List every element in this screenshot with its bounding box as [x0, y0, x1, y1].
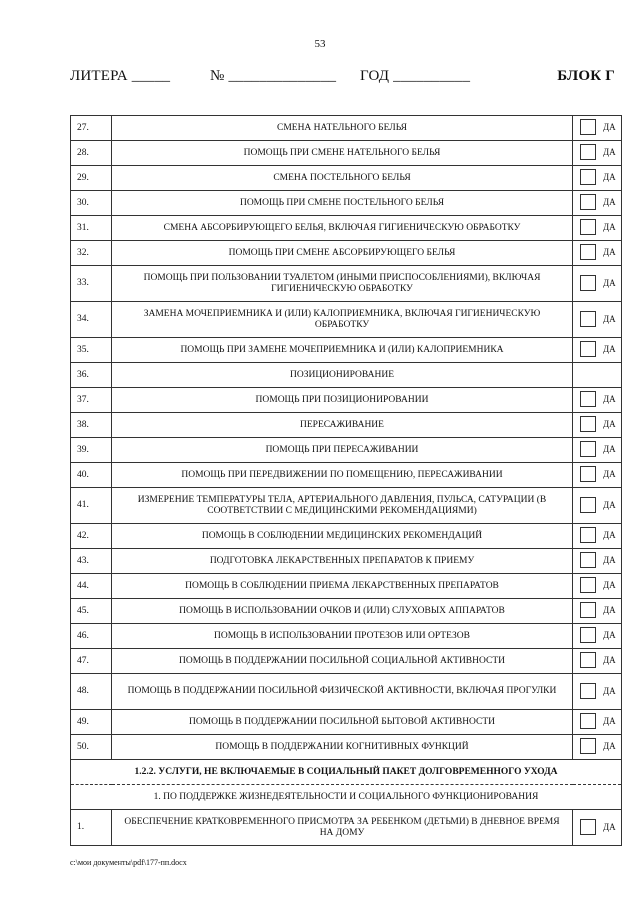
service-name: ПОМОЩЬ В СОБЛЮДЕНИИ ПРИЕМА ЛЕКАРСТВЕННЫХ ПРЕПАРАТОВ: [112, 574, 573, 599]
table-row: [71, 524, 622, 549]
checkbox-cell: [573, 674, 622, 710]
service-name: ПОМОЩЬ В ИСПОЛЬЗОВАНИИ ОЧКОВ И (ИЛИ) СЛУХОВЫХ АППАРАТОВ: [112, 599, 573, 624]
block-label: БЛОК Г: [557, 68, 615, 84]
table-row: [71, 166, 622, 191]
table-row: [71, 363, 622, 388]
row-number: 44.: [71, 574, 112, 599]
row-number: 30.: [71, 191, 112, 216]
yes-label: ДА: [603, 147, 616, 157]
service-name: ИЗМЕРЕНИЕ ТЕМПЕРАТУРЫ ТЕЛА, АРТЕРИАЛЬНОГО ДАВЛЕНИЯ, ПУЛЬСА, САТУРАЦИИ (В СООТВЕТСТВИИ С МЕДИЦИНСКИМИ РЕКОМЕНДАЦИЯМИ): [112, 488, 573, 524]
checkbox-cell: [573, 488, 622, 524]
yes-checkbox[interactable]: [580, 244, 596, 260]
yes-label: ДА: [603, 122, 616, 132]
services-table: [70, 115, 622, 846]
table-row: [71, 574, 622, 599]
subsection-title: 1. ПО ПОДДЕРЖКЕ ЖИЗНЕДЕЯТЕЛЬНОСТИ И СОЦИАЛЬНОГО ФУНКЦИОНИРОВАНИЯ: [71, 785, 622, 810]
service-name: ПОМОЩЬ В ИСПОЛЬЗОВАНИИ ПРОТЕЗОВ ИЛИ ОРТЕЗОВ: [112, 624, 573, 649]
checkbox-cell: [573, 810, 622, 846]
service-name: ПОМОЩЬ ПРИ ПЕРЕСАЖИВАНИИ: [112, 438, 573, 463]
row-number: 49.: [71, 710, 112, 735]
table-row: [71, 649, 622, 674]
section-header-row: [71, 760, 622, 785]
row-number: 36.: [71, 363, 112, 388]
row-number: 40.: [71, 463, 112, 488]
table-row: [71, 599, 622, 624]
table-row: [71, 388, 622, 413]
service-name: ПОМОЩЬ ПРИ СМЕНЕ НАТЕЛЬНОГО БЕЛЬЯ: [112, 141, 573, 166]
service-name: ПОДГОТОВКА ЛЕКАРСТВЕННЫХ ПРЕПАРАТОВ К ПРИЕМУ: [112, 549, 573, 574]
yes-checkbox[interactable]: [580, 577, 596, 593]
yes-checkbox[interactable]: [580, 552, 596, 568]
yes-label: ДА: [603, 247, 616, 257]
yes-label: ДА: [603, 499, 616, 510]
yes-checkbox[interactable]: [580, 819, 596, 835]
row-number: 43.: [71, 549, 112, 574]
yes-label: ДА: [603, 197, 616, 207]
checkbox-cell: [573, 574, 622, 599]
yes-checkbox[interactable]: [580, 194, 596, 210]
checkbox-cell: [573, 524, 622, 549]
table-row: [71, 488, 622, 524]
table-row: [71, 241, 622, 266]
yes-checkbox[interactable]: [580, 311, 596, 327]
row-number: 31.: [71, 216, 112, 241]
service-name: ПОМОЩЬ ПРИ ПОЛЬЗОВАНИИ ТУАЛЕТОМ (ИНЫМИ ПРИСПОСОБЛЕНИЯМИ), ВКЛЮЧАЯ ГИГИЕНИЧЕСКУЮ ОБРАБОТКУ: [112, 266, 573, 302]
row-number: 32.: [71, 241, 112, 266]
year-field: ГОД __________: [360, 68, 471, 84]
table-row: [71, 810, 622, 846]
checkbox-cell: [573, 735, 622, 760]
yes-label: ДА: [603, 630, 616, 640]
service-name: ПОМОЩЬ В СОБЛЮДЕНИИ МЕДИЦИНСКИХ РЕКОМЕНДАЦИЙ: [112, 524, 573, 549]
checkbox-cell: [573, 413, 622, 438]
row-number: 45.: [71, 599, 112, 624]
row-number: 47.: [71, 649, 112, 674]
yes-label: ДА: [603, 530, 616, 540]
yes-label: ДА: [603, 344, 616, 354]
row-number: 39.: [71, 438, 112, 463]
yes-checkbox[interactable]: [580, 391, 596, 407]
yes-checkbox[interactable]: [580, 169, 596, 185]
service-name: ПОМОЩЬ В ПОДДЕРЖАНИИ ПОСИЛЬНОЙ БЫТОВОЙ АКТИВНОСТИ: [112, 710, 573, 735]
yes-label: ДА: [603, 685, 616, 696]
row-number: 48.: [71, 674, 112, 710]
service-name: ПОЗИЦИОНИРОВАНИЕ: [112, 363, 573, 388]
page-number: 53: [314, 38, 326, 50]
checkbox-cell: [573, 624, 622, 649]
table-row: [71, 549, 622, 574]
table-row: [71, 116, 622, 141]
service-name: ПОМОЩЬ В ПОДДЕРЖАНИИ КОГНИТИВНЫХ ФУНКЦИЙ: [112, 735, 573, 760]
service-name: СМЕНА АБСОРБИРУЮЩЕГО БЕЛЬЯ, ВКЛЮЧАЯ ГИГИЕНИЧЕСКУЮ ОБРАБОТКУ: [112, 216, 573, 241]
yes-label: ДА: [603, 605, 616, 615]
checkbox-cell: [573, 141, 622, 166]
yes-label: ДА: [603, 419, 616, 429]
form-header: [70, 68, 615, 88]
checkbox-cell: [573, 463, 622, 488]
number-field: № ______________: [210, 68, 337, 84]
table-row: [71, 141, 622, 166]
yes-label: ДА: [603, 716, 616, 726]
row-number: 28.: [71, 141, 112, 166]
table-row: [71, 735, 622, 760]
row-number: 34.: [71, 302, 112, 338]
checkbox-cell: [573, 710, 622, 735]
checkbox-cell: [573, 438, 622, 463]
subsection-header-row: [71, 785, 622, 810]
checkbox-cell: [573, 649, 622, 674]
table-row: [71, 413, 622, 438]
checkbox-cell: [573, 166, 622, 191]
service-name: ОБЕСПЕЧЕНИЕ КРАТКОВРЕМЕННОГО ПРИСМОТРА ЗА РЕБЕНКОМ (ДЕТЬМИ) В ДНЕВНОЕ ВРЕМЯ НА ДОМУ: [112, 810, 573, 846]
yes-checkbox[interactable]: [580, 527, 596, 543]
yes-checkbox[interactable]: [580, 119, 596, 135]
row-number: 41.: [71, 488, 112, 524]
section-title: 1.2.2. УСЛУГИ, НЕ ВКЛЮЧАЕМЫЕ В СОЦИАЛЬНЫЙ ПАКЕТ ДОЛГОВРЕМЕННОГО УХОДА: [71, 760, 622, 785]
yes-label: ДА: [603, 394, 616, 404]
table-row: [71, 674, 622, 710]
yes-label: ДА: [603, 741, 616, 751]
service-name: ПЕРЕСАЖИВАНИЕ: [112, 413, 573, 438]
checkbox-cell: [573, 116, 622, 141]
yes-checkbox[interactable]: [580, 219, 596, 235]
yes-label: ДА: [603, 555, 616, 565]
row-number: 38.: [71, 413, 112, 438]
table-row: [71, 624, 622, 649]
table-row: [71, 302, 622, 338]
yes-checkbox[interactable]: [580, 275, 596, 291]
checkbox-cell: [573, 266, 622, 302]
service-name: СМЕНА НАТЕЛЬНОГО БЕЛЬЯ: [112, 116, 573, 141]
row-number: 50.: [71, 735, 112, 760]
yes-label: ДА: [603, 655, 616, 665]
checkbox-cell: [573, 216, 622, 241]
table-row: [71, 338, 622, 363]
empty-cell: [573, 363, 622, 388]
service-name: ПОМОЩЬ В ПОДДЕРЖАНИИ ПОСИЛЬНОЙ ФИЗИЧЕСКОЙ АКТИВНОСТИ, ВКЛЮЧАЯ ПРОГУЛКИ: [112, 674, 573, 710]
yes-checkbox[interactable]: [580, 144, 596, 160]
yes-checkbox[interactable]: [580, 341, 596, 357]
service-name: ПОМОЩЬ ПРИ ПОЗИЦИОНИРОВАНИИ: [112, 388, 573, 413]
row-number: 1.: [71, 810, 112, 846]
row-number: 46.: [71, 624, 112, 649]
yes-checkbox[interactable]: [580, 602, 596, 618]
yes-checkbox[interactable]: [580, 683, 596, 699]
yes-checkbox[interactable]: [580, 466, 596, 482]
table-row: [71, 710, 622, 735]
checkbox-cell: [573, 241, 622, 266]
yes-checkbox[interactable]: [580, 652, 596, 668]
litera-field: ЛИТЕРА _____: [70, 68, 171, 84]
service-name: ПОМОЩЬ ПРИ СМЕНЕ АБСОРБИРУЮЩЕГО БЕЛЬЯ: [112, 241, 573, 266]
yes-checkbox[interactable]: [580, 627, 596, 643]
service-name: ЗАМЕНА МОЧЕПРИЕМНИКА И (ИЛИ) КАЛОПРИЕМНИКА, ВКЛЮЧАЯ ГИГИЕНИЧЕСКУЮ ОБРАБОТКУ: [112, 302, 573, 338]
yes-checkbox[interactable]: [580, 713, 596, 729]
row-number: 27.: [71, 116, 112, 141]
checkbox-cell: [573, 549, 622, 574]
table-row: [71, 216, 622, 241]
yes-label: ДА: [603, 222, 616, 232]
row-number: 29.: [71, 166, 112, 191]
service-name: ПОМОЩЬ ПРИ ПЕРЕДВИЖЕНИИ ПО ПОМЕЩЕНИЮ, ПЕРЕСАЖИВАНИИ: [112, 463, 573, 488]
file-path: c:\мои документы\pdf\177-пп.docx: [70, 858, 187, 867]
yes-label: ДА: [603, 580, 616, 590]
checkbox-cell: [573, 388, 622, 413]
yes-checkbox[interactable]: [580, 416, 596, 432]
table-row: [71, 191, 622, 216]
yes-checkbox[interactable]: [580, 497, 596, 513]
row-number: 37.: [71, 388, 112, 413]
checkbox-cell: [573, 599, 622, 624]
table-row: [71, 266, 622, 302]
checkbox-cell: [573, 302, 622, 338]
checkbox-cell: [573, 338, 622, 363]
service-name: ПОМОЩЬ В ПОДДЕРЖАНИИ ПОСИЛЬНОЙ СОЦИАЛЬНОЙ АКТИВНОСТИ: [112, 649, 573, 674]
checkbox-cell: [573, 191, 622, 216]
row-number: 42.: [71, 524, 112, 549]
table-row: [71, 463, 622, 488]
yes-label: ДА: [603, 821, 616, 832]
yes-label: ДА: [603, 277, 616, 288]
yes-label: ДА: [603, 469, 616, 479]
row-number: 35.: [71, 338, 112, 363]
yes-label: ДА: [603, 172, 616, 182]
yes-checkbox[interactable]: [580, 738, 596, 754]
service-name: СМЕНА ПОСТЕЛЬНОГО БЕЛЬЯ: [112, 166, 573, 191]
yes-label: ДА: [603, 313, 616, 324]
table-row: [71, 438, 622, 463]
service-name: ПОМОЩЬ ПРИ ЗАМЕНЕ МОЧЕПРИЕМНИКА И (ИЛИ) КАЛОПРИЕМНИКА: [112, 338, 573, 363]
row-number: 33.: [71, 266, 112, 302]
yes-label: ДА: [603, 444, 616, 454]
service-name: ПОМОЩЬ ПРИ СМЕНЕ ПОСТЕЛЬНОГО БЕЛЬЯ: [112, 191, 573, 216]
yes-checkbox[interactable]: [580, 441, 596, 457]
